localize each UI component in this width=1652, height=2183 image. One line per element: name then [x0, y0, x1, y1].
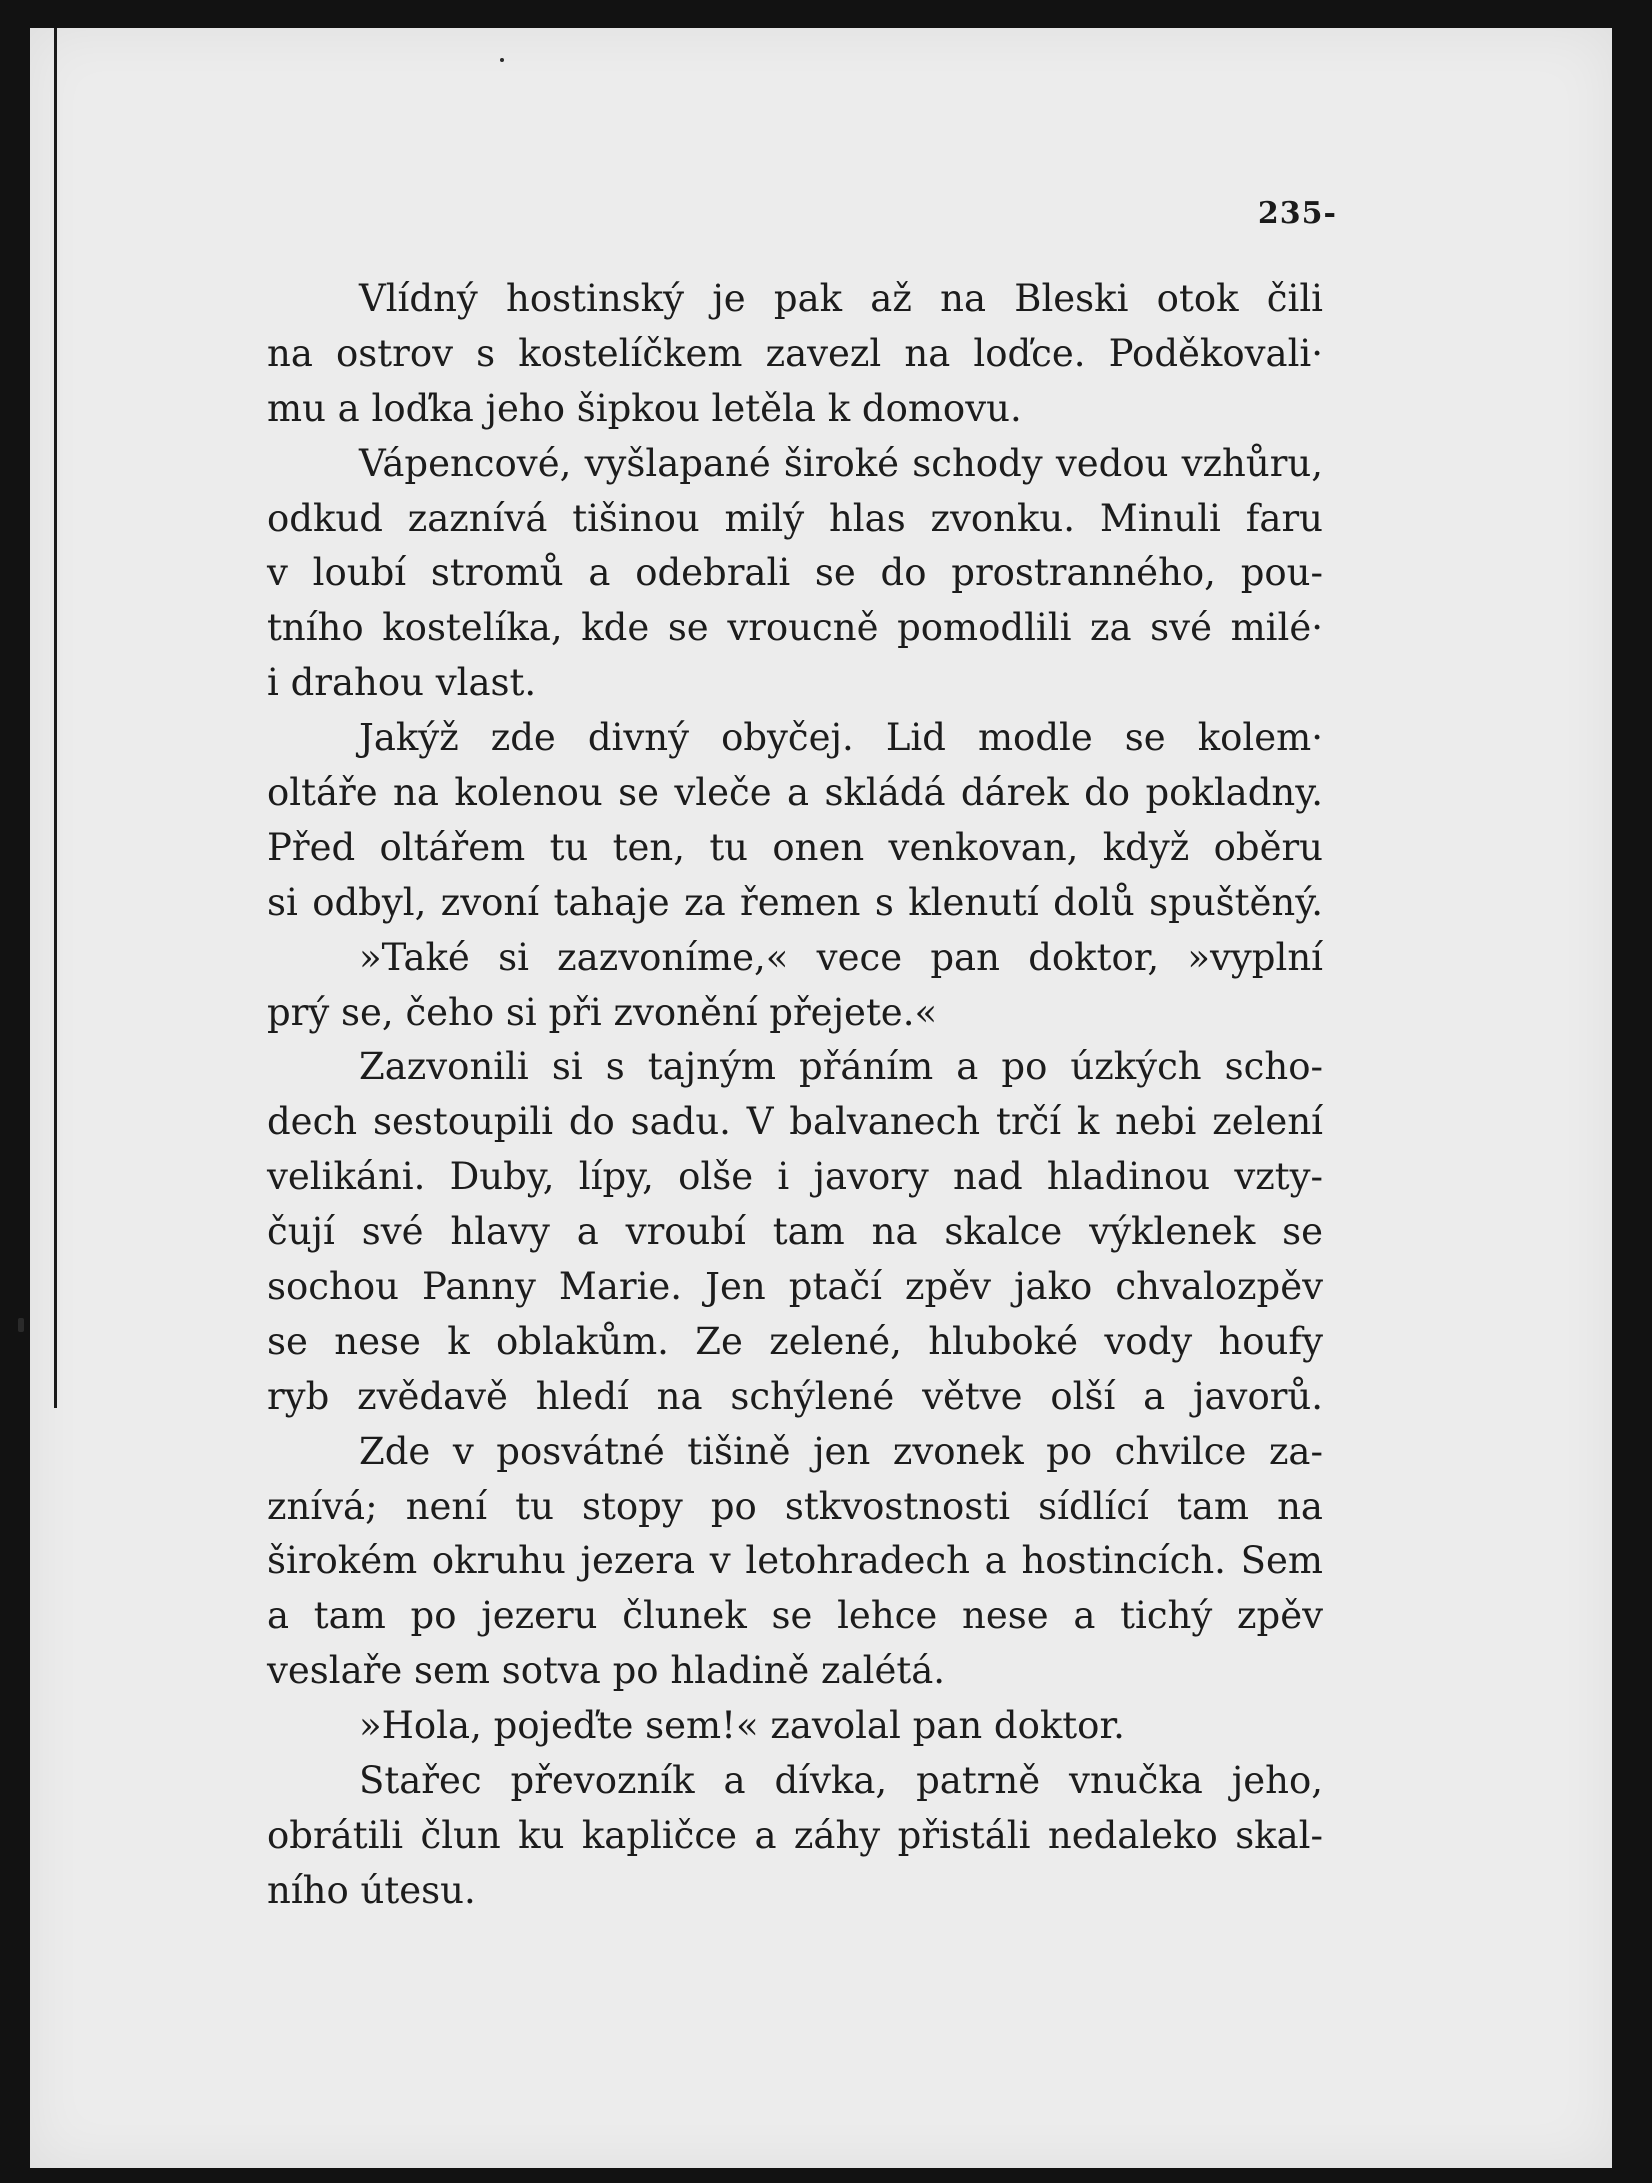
text-line: odkud zaznívá tišinou milý hlas zvonku. Minuli faru [267, 496, 1323, 540]
text-line: znívá; není tu stopy po stkvostnosti sídlící tam na [267, 1484, 1323, 1528]
text-line: Zazvonili si s tajným přáním a po úzkých scho- [359, 1045, 1323, 1089]
text-line: se nese k oblakům. Ze zelené, hluboké vody houfy [267, 1319, 1323, 1363]
text-line: Jakýž zde divný obyčej. Lid modle se kolem· [359, 716, 1323, 760]
text-line: Vápencové, vyšlapané široké schody vedou vzhůru, [359, 441, 1323, 485]
text-line: širokém okruhu jezera v letohradech a hostincích. Sem [267, 1539, 1323, 1583]
paper-speck [500, 58, 504, 62]
paper-speck [18, 1318, 24, 1332]
text-line: v loubí stromů a odebrali se do prostranného, pou- [267, 551, 1323, 595]
paragraph-5 [267, 1040, 1323, 1424]
paragraph-7 [267, 1699, 1323, 1754]
paragraph-3 [267, 711, 1323, 931]
text-line: si odbyl, zvoní tahaje za řemen s klenutí dolů spuštěný. [267, 880, 1323, 924]
text-line: čují své hlavy a vroubí tam na skalce výklenek se [267, 1210, 1323, 1254]
text-line: veslaře sem sotva po hladině zalétá. [267, 1649, 946, 1693]
body-text [267, 272, 1323, 1919]
text-line: »Také si zazvoníme,« vece pan doktor, »vyplní [359, 935, 1323, 979]
text-line: Před oltářem tu ten, tu onen venkovan, když oběru [267, 825, 1323, 869]
text-line: Zde v posvátné tišině jen zvonek po chvilce za- [359, 1429, 1323, 1473]
text-line: tního kostelíka, kde se vroucně pomodlili za své milé· [267, 606, 1323, 650]
paragraph-1 [267, 272, 1323, 437]
text-line: prý se, čeho si při zvonění přejete.« [267, 990, 938, 1034]
text-line: a tam po jezeru člunek se lehce nese a tichý zpěv [267, 1594, 1323, 1638]
paragraph-2 [267, 437, 1323, 711]
text-line: i drahou vlast. [267, 661, 537, 705]
page-edge-shadow [54, 28, 57, 1408]
text-line: »Hola, pojeďte sem!« zavolal pan doktor. [359, 1704, 1125, 1748]
paragraph-8 [267, 1754, 1323, 1919]
text-line: Stařec převozník a dívka, patrně vnučka jeho, [359, 1759, 1323, 1803]
text-line: sochou Panny Marie. Jen ptačí zpěv jako chvalozpěv [267, 1265, 1323, 1309]
paragraph-4 [267, 931, 1323, 1041]
text-line: velikáni. Duby, lípy, olše i javory nad hladinou vzty- [267, 1155, 1323, 1199]
paragraph-6 [267, 1425, 1323, 1699]
text-line: ního útesu. [267, 1868, 476, 1912]
text-line: obrátili člun ku kapličce a záhy přistáli nedaleko skal- [267, 1813, 1323, 1857]
page-number: 235- [1257, 196, 1337, 231]
text-line: ryb zvědavě hledí na schýlené větve olší a javorů. [267, 1374, 1323, 1418]
text-line: mu a loďka jeho šipkou letěla k domovu. [267, 386, 1022, 430]
text-line: Vlídný hostinský je pak až na Bleski otok čili [359, 277, 1323, 320]
text-line: dech sestoupili do sadu. V balvanech trčí k nebi zelení [267, 1100, 1323, 1144]
text-line: oltáře na kolenou se vleče a skládá dárek do pokladny. [267, 771, 1323, 815]
text-line: na ostrov s kostelíčkem zavezl na loďce. Poděkovali· [267, 331, 1323, 375]
